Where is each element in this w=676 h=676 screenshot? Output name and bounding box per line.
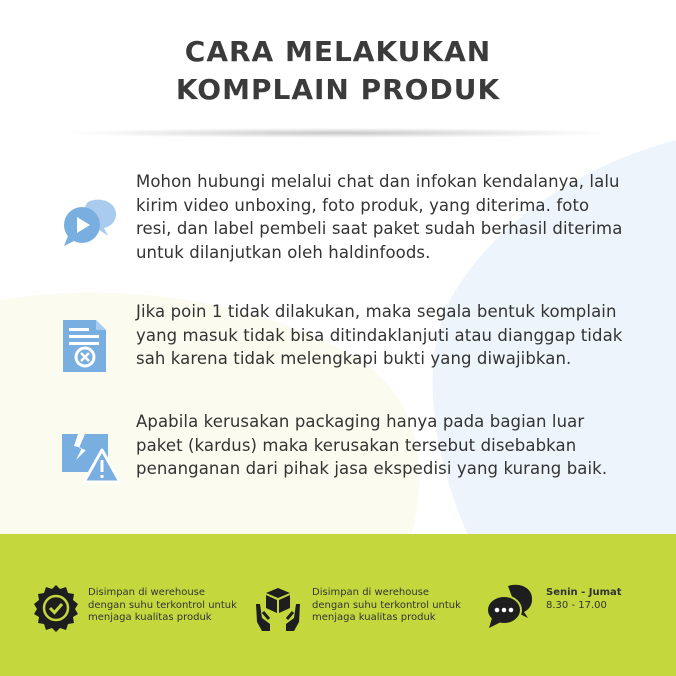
footer-hours bbox=[546, 587, 656, 612]
title-line-1: CARA MELAKUKAN bbox=[184, 35, 492, 68]
chat-bubbles-icon bbox=[486, 582, 534, 630]
title-line-2: KOMPLAIN PRODUK bbox=[175, 73, 501, 106]
footer-storage-text-1: Disimpan di werehouse dengan suhu terkontrol untuk menjaga kualitas produk bbox=[88, 587, 237, 623]
step-3-text: Apabila kerusakan packaging hanya pada bagian luar paket (kardus) maka kerusakan tersebut disebabkan penanganan dari pihak jasa ekspedisi yang kurang baik. bbox=[136, 412, 608, 479]
hands-holding-box-icon bbox=[254, 584, 302, 632]
title-divider-shadow bbox=[70, 128, 606, 138]
footer-info-bar bbox=[0, 534, 676, 676]
rejected-document-icon bbox=[60, 318, 120, 374]
damaged-box-warning-icon bbox=[60, 430, 120, 486]
page-title bbox=[0, 33, 676, 109]
footer-hours-time: 8.30 - 17.00 bbox=[546, 599, 607, 611]
quality-badge-icon bbox=[32, 584, 80, 632]
step-2-text: Jika poin 1 tidak dilakukan, maka segala bentuk komplain yang masuk tidak bisa ditindaklanjuti atau dianggap tidak sah karena tidak melengkapi bukti yang diwajibkan. bbox=[136, 302, 623, 369]
footer-storage-text-2: Disimpan di werehouse dengan suhu terkontrol untuk menjaga kualitas produk bbox=[312, 587, 461, 623]
footer-hours-days: Senin - Jumat bbox=[546, 587, 622, 598]
video-chat-icon bbox=[60, 194, 120, 250]
step-1-text: Mohon hubungi melalui chat dan infokan kendalanya, lalu kirim video unboxing, foto produk, yang diterima. foto resi, dan label pembeli saat paket sudah berhasil diterima untuk dilanjutkan oleh haldinfoods. bbox=[136, 172, 623, 262]
